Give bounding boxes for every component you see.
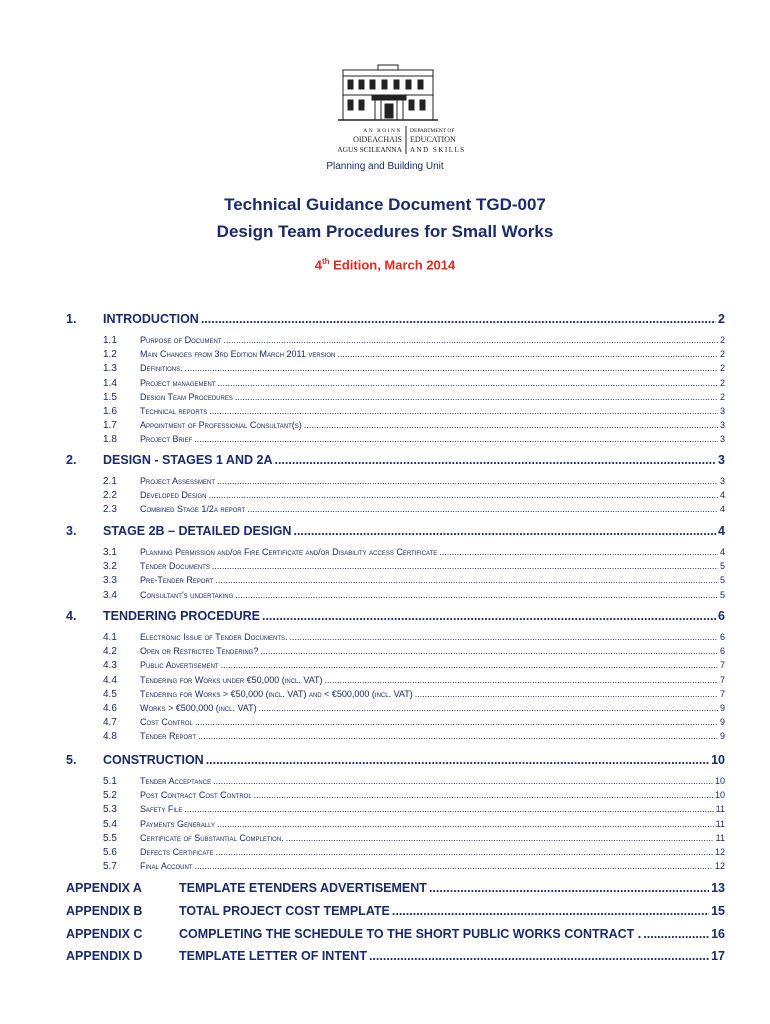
subsection-number: 1.1 — [103, 335, 117, 346]
subsection-label: Works > €500,000 (incl. VAT) — [140, 703, 257, 713]
section-page: 4 — [718, 524, 725, 538]
dot-leader — [218, 378, 718, 388]
toc-subsection-entry[interactable] — [140, 392, 725, 402]
subsection-number: 3.4 — [103, 589, 117, 601]
logo-irish-top: AN ROINN — [363, 128, 402, 134]
subsection-page: 11 — [715, 832, 725, 843]
toc-appendix-entry[interactable] — [179, 927, 725, 941]
appendix-label: TOTAL PROJECT COST TEMPLATE — [179, 904, 390, 918]
subsection-number: 1.4 — [103, 377, 117, 389]
appendix-number: APPENDIX A — [66, 881, 142, 895]
subsection-label: Tendering for Works under €50,000 (incl. VAT) — [140, 674, 323, 685]
appendix-page: 16 — [711, 927, 725, 941]
dot-leader — [254, 790, 713, 800]
dot-leader — [212, 561, 718, 571]
section-number: 5. — [66, 753, 77, 767]
toc-subsection-entry[interactable] — [140, 575, 725, 585]
toc-section-entry[interactable] — [103, 312, 725, 326]
toc-subsection-entry[interactable] — [140, 790, 725, 800]
subsection-number: 2.2 — [103, 490, 117, 502]
dot-leader — [260, 646, 718, 656]
section-number: 3. — [66, 524, 77, 538]
subsection-page: 3 — [719, 420, 725, 431]
edition — [0, 257, 770, 272]
dot-leader — [209, 490, 718, 500]
subsection-number: 3.1 — [103, 547, 117, 558]
subsection-page: 7 — [719, 674, 725, 685]
dot-leader — [325, 675, 718, 685]
dot-leader — [247, 504, 718, 514]
subsection-number: 3.3 — [103, 575, 117, 587]
dot-leader — [209, 406, 718, 416]
appendix-page: 15 — [711, 904, 725, 918]
dot-leader — [392, 904, 709, 918]
subsection-page: 10 — [714, 776, 725, 786]
dot-leader — [259, 703, 718, 713]
section-number: 4. — [66, 609, 77, 623]
subsection-label: Combined Stage 1/2a report — [140, 504, 246, 515]
toc-subsection-entry[interactable] — [140, 378, 725, 388]
toc-subsection-entry[interactable] — [140, 703, 725, 713]
subsection-number: 4.7 — [103, 717, 117, 729]
appendix-label: TEMPLATE LETTER OF INTENT — [179, 949, 367, 963]
department-logo — [330, 62, 480, 172]
subsection-page: 3 — [719, 434, 725, 445]
toc-subsection-entry[interactable] — [140, 476, 725, 486]
section-label: TENDERING PROCEDURE — [103, 609, 260, 623]
subsection-number: 1.8 — [103, 434, 117, 446]
appendix-page: 17 — [711, 949, 725, 963]
subsection-page: 6 — [719, 632, 725, 642]
subsection-label: Tender Acceptance — [140, 776, 212, 786]
section-label: STAGE 2B – DETAILED DESIGN — [103, 524, 292, 538]
subsection-page: 9 — [719, 703, 725, 713]
subsection-number: 4.4 — [103, 674, 117, 686]
dot-leader — [304, 420, 718, 430]
toc-section-entry[interactable] — [103, 453, 725, 467]
appendix-number: APPENDIX D — [66, 949, 143, 963]
subsection-label: Electronic Issue of Tender Documents. — [140, 632, 288, 642]
subsection-number: 1.7 — [103, 420, 117, 432]
subsection-label: Defects Certificate — [140, 847, 214, 857]
dot-leader — [221, 660, 718, 670]
dot-leader — [262, 609, 716, 623]
dot-leader — [213, 776, 713, 786]
toc-subsection-entry[interactable] — [140, 675, 725, 685]
subsection-page: 7 — [719, 688, 725, 699]
subsection-label: Open or Restricted Tendering? — [140, 646, 259, 657]
subsection-number: 4.3 — [103, 660, 117, 672]
logo-english-top: DEPARTMENT OF — [410, 128, 455, 134]
subsection-page: 2 — [719, 349, 725, 360]
subsection-page: 12 — [714, 861, 725, 872]
toc-subsection-entry[interactable] — [140, 547, 725, 557]
subsection-label: Project Assessment — [140, 476, 216, 486]
subsection-number: 1.6 — [103, 406, 117, 417]
logo-english-1: EDUCATION — [410, 135, 456, 144]
subsection-page: 3 — [719, 406, 725, 416]
dot-leader — [217, 819, 714, 829]
section-number: 2. — [66, 453, 77, 467]
subsection-number: 4.6 — [103, 703, 117, 714]
subsection-label: Cost Control — [140, 717, 193, 728]
subsection-label: Design Team Procedures — [140, 391, 233, 402]
subsection-number: 5.2 — [103, 790, 117, 802]
toc-subsection-entry[interactable] — [140, 717, 725, 727]
edition-sup: th — [321, 257, 330, 266]
subsection-label: Project Brief — [140, 434, 193, 445]
subsection-label: Planning Permission and/or Fire Certificate and/or Disability access Certificate — [140, 547, 438, 557]
subsection-label: Project management — [140, 377, 216, 388]
subsection-number: 5.3 — [103, 804, 117, 816]
toc-subsection-entry[interactable] — [140, 731, 725, 741]
subsection-page: 11 — [715, 804, 725, 815]
toc-appendix-entry[interactable] — [179, 881, 725, 895]
dot-leader — [201, 312, 716, 326]
subsection-label: Final Account — [140, 861, 193, 872]
dot-leader — [194, 434, 718, 444]
subsection-page: 12 — [714, 847, 725, 857]
dot-leader — [185, 363, 718, 373]
subsection-label: Public Advertisement — [140, 660, 219, 671]
toc-subsection-entry[interactable] — [140, 561, 725, 571]
toc-subsection-entry[interactable] — [140, 590, 725, 600]
subsection-label: Purpose of Document — [140, 335, 222, 345]
toc-subsection-entry[interactable] — [140, 490, 725, 500]
subsection-number: 5.4 — [103, 818, 117, 830]
toc-subsection-entry[interactable] — [140, 349, 725, 359]
subsection-number: 1.3 — [103, 363, 117, 375]
subsection-page: 4 — [719, 504, 725, 515]
subsection-number: 4.2 — [103, 646, 117, 658]
section-page: 2 — [718, 312, 725, 326]
subsection-page: 2 — [719, 391, 725, 402]
subsection-page: 9 — [719, 731, 725, 742]
dot-leader — [439, 547, 718, 557]
dot-leader — [290, 632, 718, 642]
section-number: 1. — [66, 312, 77, 326]
subsection-number: 2.1 — [103, 476, 117, 487]
dot-leader — [293, 524, 716, 538]
subsection-label: Tender Report — [140, 731, 197, 742]
subsection-page: 4 — [719, 490, 725, 501]
subsection-number: 1.2 — [103, 349, 117, 361]
dot-leader — [274, 453, 716, 467]
subsection-number: 4.5 — [103, 688, 117, 700]
subsection-number: 5.5 — [103, 832, 117, 844]
edition-rest: Edition, March 2014 — [329, 257, 456, 273]
toc-subsection-entry[interactable] — [140, 406, 725, 416]
subsection-number: 4.1 — [103, 632, 117, 643]
subsection-page: 2 — [719, 363, 725, 374]
subsection-label: Main Changes from 3rd Edition March 2011 version — [140, 349, 336, 360]
subsection-number: 4.8 — [103, 731, 117, 743]
toc-subsection-entry[interactable] — [140, 804, 725, 814]
dot-leader — [369, 949, 709, 963]
toc-subsection-entry[interactable] — [140, 861, 725, 871]
subsection-page: 10 — [714, 790, 725, 801]
toc-subsection-entry[interactable] — [140, 847, 725, 857]
unit-name: Planning and Building Unit — [326, 161, 444, 172]
edition-num: 4 — [314, 257, 322, 273]
toc-subsection-entry[interactable] — [140, 363, 725, 373]
toc-subsection-entry[interactable] — [140, 689, 725, 699]
subsection-number: 5.7 — [103, 861, 117, 873]
subsection-number: 1.5 — [103, 391, 117, 403]
dot-leader — [215, 575, 718, 585]
toc-section-entry[interactable] — [103, 524, 725, 538]
document-subtitle: Design Team Procedures for Small Works — [216, 222, 554, 241]
toc-section-entry[interactable] — [103, 609, 725, 623]
subsection-page: 11 — [715, 818, 725, 829]
appendix-label: TEMPLATE ETENDERS ADVERTISEMENT — [179, 881, 427, 895]
section-label: DESIGN - STAGES 1 AND 2A — [103, 453, 273, 467]
subsection-label: Consultant's undertaking — [140, 589, 234, 600]
dot-leader — [198, 731, 718, 741]
document-title: Technical Guidance Document TGD-007 — [224, 195, 546, 214]
toc-subsection-entry[interactable] — [140, 434, 725, 444]
toc-subsection-entry[interactable] — [140, 504, 725, 514]
appendix-number: APPENDIX B — [66, 904, 143, 918]
toc-section-entry[interactable] — [103, 753, 725, 767]
subsection-label: Payments Generally — [140, 818, 215, 829]
toc-subsection-entry[interactable] — [140, 819, 725, 829]
dot-leader — [337, 349, 718, 359]
subsection-number: 5.1 — [103, 776, 117, 787]
subsection-page: 5 — [719, 575, 725, 586]
dot-leader — [286, 833, 714, 843]
subsection-number: 3.2 — [103, 561, 117, 573]
subsection-page: 3 — [719, 476, 725, 486]
subsection-page: 7 — [719, 660, 725, 671]
subsection-label: Appointment of Professional Consultant(s) — [140, 420, 302, 431]
subsection-page: 4 — [719, 547, 725, 557]
section-label: CONSTRUCTION — [103, 753, 204, 767]
subsection-label: Post Contract Cost Control — [140, 790, 252, 801]
section-label: INTRODUCTION — [103, 312, 199, 326]
toc-subsection-entry[interactable] — [140, 632, 725, 642]
toc-subsection-entry[interactable] — [140, 420, 725, 430]
subsection-page: 9 — [719, 717, 725, 728]
dot-leader — [217, 476, 718, 486]
logo-irish-1: OIDEACHAIS — [353, 135, 402, 144]
appendix-label: COMPLETING THE SCHEDULE TO THE SHORT PUBLIC WORKS CONTRACT . — [179, 927, 642, 941]
subsection-page: 6 — [719, 646, 725, 657]
dot-leader — [224, 335, 718, 345]
dot-leader — [235, 590, 718, 600]
dot-leader — [429, 881, 709, 895]
dot-leader — [235, 392, 718, 402]
subsection-label: Safety File — [140, 804, 183, 815]
dot-leader — [195, 717, 718, 727]
subsection-label: Definitions. — [140, 363, 183, 374]
appendix-number: APPENDIX C — [66, 927, 143, 941]
appendix-page: 13 — [711, 881, 725, 895]
dot-leader — [643, 927, 709, 941]
section-page: 3 — [718, 453, 725, 467]
toc-subsection-entry[interactable] — [140, 646, 725, 656]
toc-subsection-entry[interactable] — [140, 660, 725, 670]
toc-subsection-entry[interactable] — [140, 335, 725, 345]
subsection-label: Pre-Tender Report — [140, 575, 214, 586]
toc-subsection-entry[interactable] — [140, 776, 725, 786]
subsection-page: 5 — [719, 589, 725, 600]
dot-leader — [206, 753, 709, 767]
toc-appendix-entry[interactable] — [179, 904, 725, 918]
subsection-label: Tendering for Works > €50,000 (incl. VAT) and < €500,000 (incl. VAT) — [140, 688, 413, 699]
dot-leader — [415, 689, 718, 699]
logo-english-2: AND SKILLS — [410, 146, 466, 154]
subsection-label: Tender Documents — [140, 561, 210, 572]
dot-leader — [195, 861, 713, 871]
section-page: 10 — [711, 753, 725, 767]
toc-appendix-entry[interactable] — [179, 949, 725, 963]
subsection-number: 5.6 — [103, 847, 117, 858]
subsection-label: Technical reports — [140, 406, 208, 416]
dot-leader — [184, 804, 713, 814]
subsection-label: Certificate of Substantial Completion. — [140, 832, 284, 843]
section-page: 6 — [718, 609, 725, 623]
subsection-page: 5 — [719, 561, 725, 572]
logo-irish-2: AGUS SCILEANNA — [337, 145, 402, 154]
subsection-page: 2 — [719, 377, 725, 388]
subsection-page: 2 — [719, 335, 725, 345]
toc-subsection-entry[interactable] — [140, 833, 725, 843]
subsection-label: Developed Design — [140, 490, 207, 501]
subsection-number: 2.3 — [103, 504, 117, 516]
dot-leader — [216, 847, 713, 857]
